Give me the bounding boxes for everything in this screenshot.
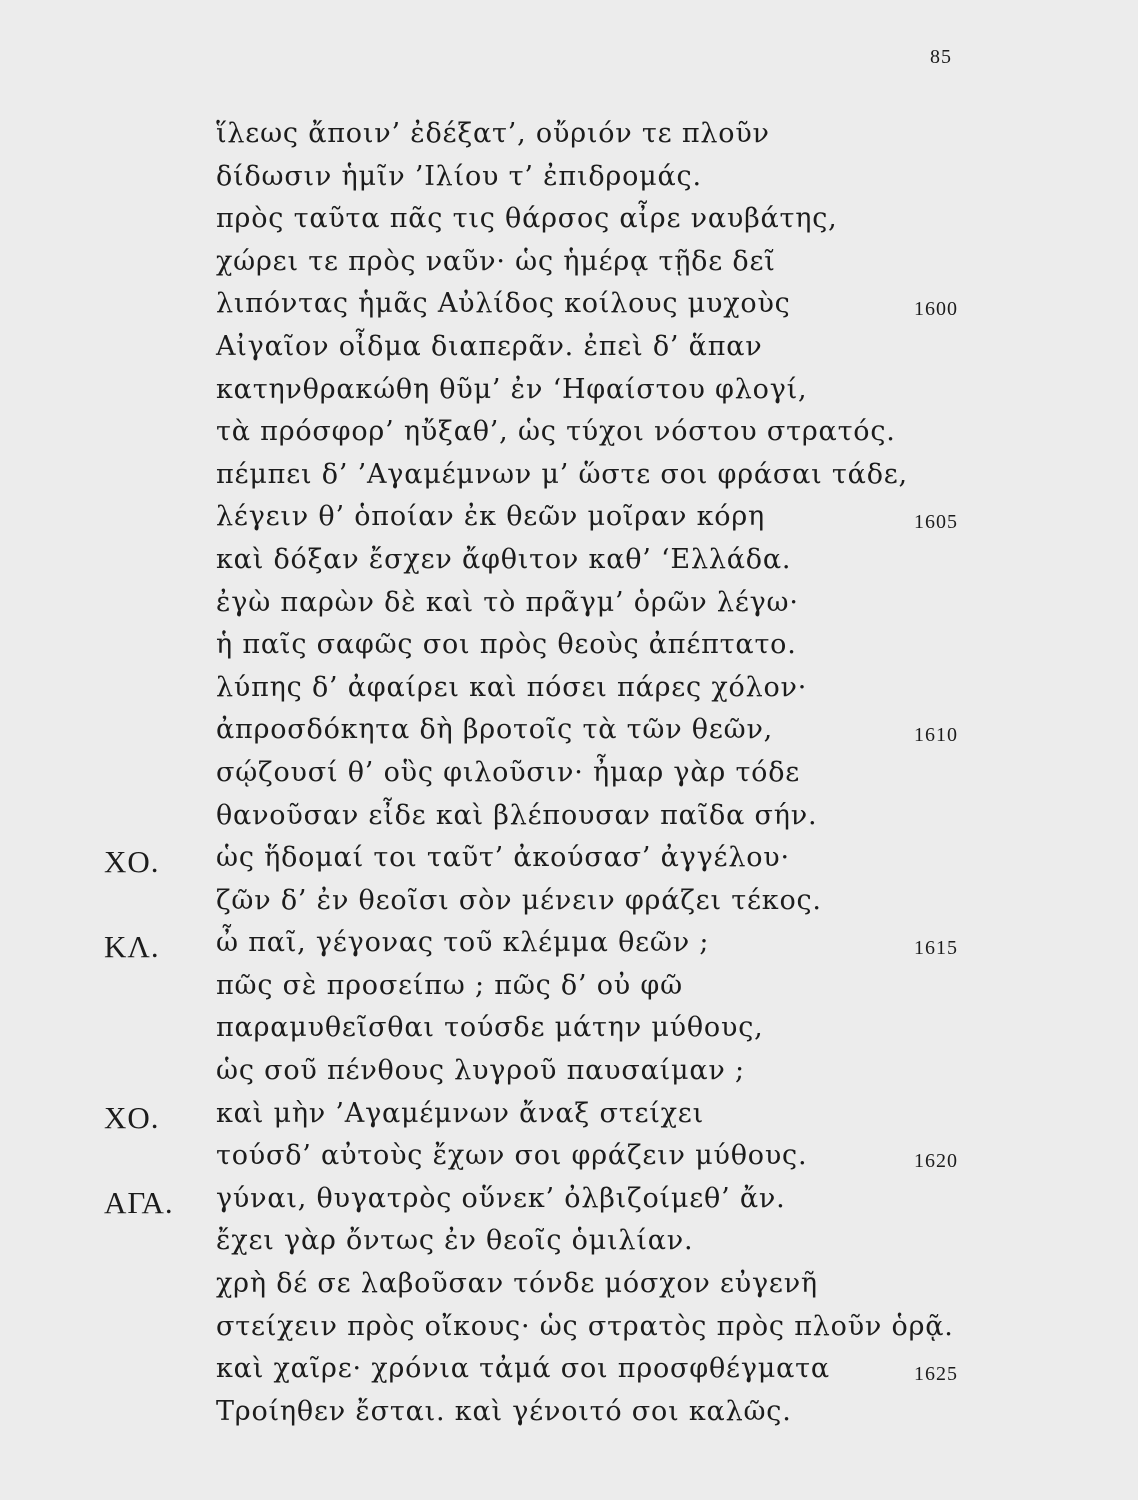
verse-line (0, 1098, 1138, 1141)
verse-line (0, 629, 1138, 672)
verse-text: θανοῦσαν εἶδε καὶ βλέπουσαν παῖδα σήν. (216, 799, 818, 831)
verse-line (0, 1055, 1138, 1098)
verse-text: λιπόντας ἡμᾶς Αὐλίδος κοίλους μυχοὺς (216, 288, 791, 320)
verse-line (0, 374, 1138, 417)
verse-line (0, 1311, 1138, 1354)
verse-line (0, 587, 1138, 630)
verse-line (0, 970, 1138, 1013)
verse-text: ἀπροσδόκητα δὴ βροτοῖς τὰ τῶν θεῶν, (216, 714, 774, 746)
verse-line (0, 331, 1138, 374)
verse-text: κατηνθρακώθη θῦμ’ ἐν ‘Ηφαίστου φλογί, (216, 373, 808, 405)
verse-text: στείχειν πρὸς οἴκους· ὡς στρατὸς πρὸς πλοῦν ὁρᾷ. (216, 1310, 954, 1342)
verse-text: ὡς σου̃ πένθους λυγροῦ παυσαίμαν ; (216, 1055, 745, 1087)
verse-line (0, 501, 1138, 544)
speaker-label: ΑΓΑ. (104, 1184, 174, 1220)
verse-text: λέγειν θ’ ὁποίαν ἐκ θεῶν μοῖραν κόρη (216, 501, 765, 533)
verse-text: ἵλεως ἄποιν’ ἐδέξατ’, οὔριόν τε πλοῦν (216, 118, 770, 149)
verse-text: σῴζουσί θ’ οὓς φιλοῦσιν· ἦμαρ γὰρ τόδε (216, 756, 801, 788)
verse-line (0, 800, 1138, 843)
line-number: 1615 (914, 937, 958, 960)
verse-line (0, 459, 1138, 502)
verse-text: χώρει τε πρὸς ναῦν· ὡς ἡμέρᾳ τῇδε δεῖ (216, 245, 776, 277)
verse-line (0, 927, 1138, 970)
verse-text: πρὸς ταῦτα πᾶς τις θάρσος αἶρε ναυβάτης, (216, 203, 838, 235)
verse-text: ὡς ἥδομαί τοι ταῦτ’ ἀκούσασ’ ἀγγέλου· (216, 842, 790, 874)
line-number: 1620 (914, 1150, 958, 1173)
verse-text: πέμπει δ’ ’Αγαμέμνων μ’ ὥστε σοι φράσαι τάδε, (216, 458, 908, 490)
speaker-label: ΧΟ. (104, 844, 160, 880)
verse-block (0, 118, 1138, 1438)
verse-text: καὶ μὴν ’Αγαμέμνων ἄναξ στείχει (216, 1097, 704, 1129)
verse-line (0, 203, 1138, 246)
verse-text: πῶς σὲ προσείπω ; πῶς δ’ οὐ φῶ (216, 969, 683, 1001)
speaker-label: ΚΛ. (104, 929, 160, 965)
verse-line (0, 1225, 1138, 1268)
verse-text: ὦ παῖ, γέγονας του̃ κλέμμα θεῶν ; (216, 927, 710, 959)
line-number: 1605 (914, 511, 958, 534)
verse-line (0, 842, 1138, 885)
verse-line (0, 246, 1138, 289)
verse-text: ἔχει γὰρ ὄντως ἐν θεοῖς ὁμιλίαν. (216, 1225, 694, 1257)
page-number: 85 (930, 46, 952, 68)
verse-line (0, 161, 1138, 204)
verse-text: ἐγὼ παρὼν δὲ καὶ τὸ πρᾶγμ’ ὁρῶν λέγω· (216, 586, 799, 618)
line-number: 1600 (914, 298, 958, 321)
verse-line (0, 672, 1138, 715)
verse-text: Αἰγαῖον οἶδμα διαπερᾶν. ἐπεὶ δ’ ἅπαν (216, 330, 763, 362)
verse-text: τούσδ’ αὐτοὺς ἔχων σοι φράζειν μύθους. (216, 1140, 808, 1172)
verse-line (0, 1268, 1138, 1311)
verse-text: δίδωσιν ἡμῖν ’Ιλίου τ’ ἐπιδρομάς. (216, 160, 702, 192)
verse-line (0, 1183, 1138, 1226)
line-number: 1625 (914, 1363, 958, 1386)
line-number: 1610 (914, 724, 958, 747)
verse-line (0, 416, 1138, 459)
verse-line (0, 544, 1138, 587)
verse-line (0, 714, 1138, 757)
verse-text: λύπης δ’ ἀφαίρει καὶ πόσει πάρες χόλον· (216, 671, 808, 703)
verse-line (0, 1396, 1138, 1439)
verse-text: Τροίηθεν ἔσται. καὶ γένοιτό σοι καλῶς. (216, 1395, 792, 1427)
verse-line (0, 757, 1138, 800)
verse-text: χρὴ δέ σε λαβοῦσαν τόνδε μόσχον εὐγενῆ (216, 1268, 818, 1300)
verse-text: τὰ πρόσφορ’ ηὔξαθ’, ὡς τύχοι νόστου στρατός. (216, 416, 896, 448)
verse-line (0, 1012, 1138, 1055)
verse-text: γύναι, θυγατρὸς οὕνεκ’ ὀλβιζοίμεθ’ ἄν. (216, 1182, 786, 1214)
verse-text: ἡ παῖς σαφῶς σοι πρὸς θεοὺς ἀπέπτατο. (216, 629, 797, 661)
verse-line (0, 885, 1138, 928)
verse-text: ζῶν δ’ ἐν θεοῖσι σὸν μένειν φράζει τέκος. (216, 884, 822, 916)
speaker-label: ΧΟ. (104, 1099, 160, 1135)
verse-line (0, 1140, 1138, 1183)
verse-text: καὶ χαῖρε· χρόνια τἀμά σοι προσφθέγματα (216, 1353, 830, 1385)
verse-line (0, 288, 1138, 331)
verse-line (0, 118, 1138, 161)
verse-text: καὶ δόξαν ἔσχεν ἄφθιτον καθ’ ‘Ελλάδα. (216, 543, 792, 575)
verse-line (0, 1353, 1138, 1396)
verse-text: παραμυθεῖσθαι τούσδε μάτην μύθους, (216, 1012, 764, 1044)
